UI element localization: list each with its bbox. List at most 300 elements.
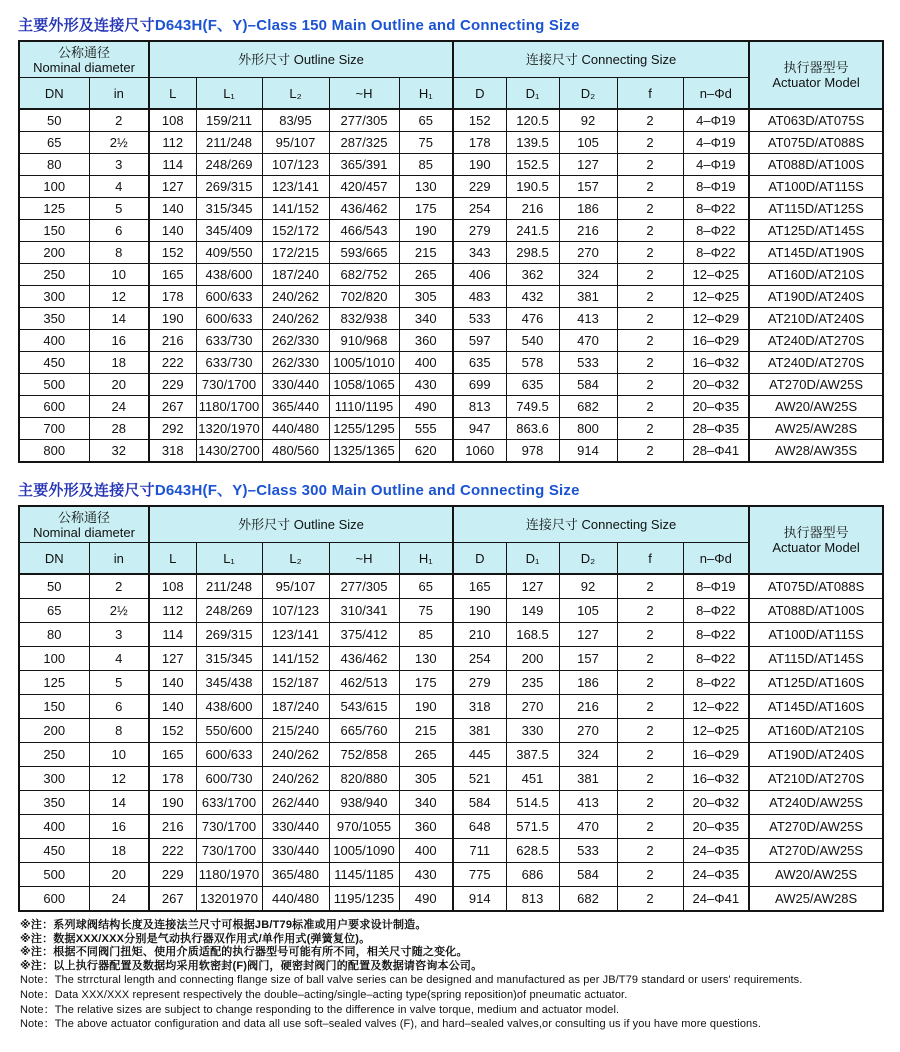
cell: 178 [149,286,196,308]
cell: 10 [89,264,149,286]
cell: 13201970 [196,887,262,912]
group-header-outline-size: 外形尺寸 Outline Size [149,41,453,78]
cell: 190 [399,220,453,242]
cell: 105 [559,132,617,154]
cell: 533 [453,308,506,330]
cell: 432 [506,286,559,308]
cell: 947 [453,418,506,440]
cell: 360 [399,330,453,352]
cell: 24–Φ41 [683,887,749,912]
cell: 800 [19,440,89,463]
cell: 978 [506,440,559,463]
cell: 159/211 [196,109,262,132]
cell: 28 [89,418,149,440]
cell: 2 [617,767,683,791]
cell: 8–Φ22 [683,242,749,264]
cell: 65 [19,599,89,623]
table-row [19,599,883,623]
cell: 141/152 [262,647,329,671]
cell: 107/123 [262,154,329,176]
cell: 483 [453,286,506,308]
cell: 216 [559,220,617,242]
cell: 406 [453,264,506,286]
title-model-english: D643H(F、Y)–Class 300 Main Outline and Connecting Size [154,482,580,499]
cell: 240/262 [262,767,329,791]
cell: 190 [149,308,196,330]
cell: 3 [89,623,149,647]
cell: 2 [617,154,683,176]
cell: 700 [19,418,89,440]
cell: 800 [559,418,617,440]
cell: 211/248 [196,574,262,599]
cell: 140 [149,198,196,220]
cell: 8–Φ22 [683,671,749,695]
class300-table-body [19,574,883,911]
cell: 24 [89,887,149,912]
cell: 152/172 [262,220,329,242]
col-header-d2: D₂ [559,543,617,575]
group-header-connecting-size: 连接尺寸 Connecting Size [453,41,749,78]
cell: 14 [89,308,149,330]
table-row [19,132,883,154]
cell: 1430/2700 [196,440,262,463]
cell: 420/457 [329,176,399,198]
cell: 2 [617,887,683,912]
cell: 451 [506,767,559,791]
cell: 2 [617,330,683,352]
cell: 186 [559,198,617,220]
table-row [19,109,883,132]
cell: 300 [19,286,89,308]
cell: 149 [506,599,559,623]
cell: 440/480 [262,418,329,440]
cell: 375/412 [329,623,399,647]
cell: AT240D/AW25S [749,791,883,815]
notes-english [20,973,886,1032]
cell: 2 [89,574,149,599]
table-row [19,647,883,671]
cell: 8–Φ22 [683,623,749,647]
cell: 83/95 [262,109,329,132]
cell: 2 [617,418,683,440]
cell: 2 [617,719,683,743]
col-header-f: f [617,78,683,110]
cell: 863.6 [506,418,559,440]
cell: 8–Φ22 [683,220,749,242]
table-row [19,352,883,374]
cell: 12–Φ22 [683,695,749,719]
cell: 345/438 [196,671,262,695]
cell: 1145/1185 [329,863,399,887]
cell: 75 [399,132,453,154]
cell: 400 [399,839,453,863]
cell: 20–Φ32 [683,791,749,815]
cell: 584 [453,791,506,815]
cell: 80 [19,623,89,647]
group-header-actuator-en: Actuator Model [772,75,860,90]
cell: AT145D/AT160S [749,695,883,719]
cell: 216 [149,330,196,352]
table-row [19,154,883,176]
col-header-h: ~H [329,78,399,110]
col-header-in: in [89,78,149,110]
table-row [19,242,883,264]
table-row [19,719,883,743]
cell: 267 [149,887,196,912]
cell: 8–Φ22 [683,647,749,671]
cell: 343 [453,242,506,264]
cell: 24 [89,396,149,418]
cell: 215 [399,719,453,743]
cell: 365/480 [262,863,329,887]
cell: 2 [617,242,683,264]
cell: 262/330 [262,352,329,374]
cell: 2½ [89,132,149,154]
cell: 211/248 [196,132,262,154]
cell: 152.5 [506,154,559,176]
table-row [19,839,883,863]
cell: 16–Φ32 [683,767,749,791]
cell: 279 [453,671,506,695]
cell: 125 [19,671,89,695]
cell: 270 [559,242,617,264]
cell: 279 [453,220,506,242]
table-row [19,743,883,767]
col-header-f: f [617,543,683,575]
cell: 24–Φ35 [683,839,749,863]
cell: 600/633 [196,308,262,330]
cell: 105 [559,599,617,623]
cell: 365/391 [329,154,399,176]
cell: 450 [19,839,89,863]
cell: 409/550 [196,242,262,264]
note-line-english: Note：The strrctural length and connecting flange size of ball valve series can be designed and manufactured as per JB/T79 standard or users' requirements. [20,974,803,986]
cell: AW20/AW25S [749,863,883,887]
cell: AT160D/AT210S [749,264,883,286]
table-row [19,418,883,440]
cell: 16–Φ32 [683,352,749,374]
group-header-actuator-cn: 执行器型号 [783,525,849,540]
cell: 775 [453,863,506,887]
col-header-h1: H₁ [399,78,453,110]
cell: 633/1700 [196,791,262,815]
cell: 229 [149,374,196,396]
cell: AT100D/AT115S [749,623,883,647]
cell: 16 [89,330,149,352]
cell: 400 [19,330,89,352]
cell: 120.5 [506,109,559,132]
table-row [19,574,883,599]
cell: AT115D/AT125S [749,198,883,220]
cell: 20–Φ32 [683,374,749,396]
cell: 2 [617,791,683,815]
cell: 175 [399,671,453,695]
cell: 100 [19,647,89,671]
col-header-dn: DN [19,543,89,575]
cell: 127 [149,176,196,198]
cell: 190.5 [506,176,559,198]
cell: 470 [559,330,617,352]
cell: 168.5 [506,623,559,647]
cell: 2 [617,176,683,198]
cell: 820/880 [329,767,399,791]
cell: 543/615 [329,695,399,719]
cell: 413 [559,791,617,815]
cell: 593/665 [329,242,399,264]
cell: 8–Φ19 [683,574,749,599]
cell: 127 [559,154,617,176]
cell: 127 [149,647,196,671]
cell: AT160D/AT210S [749,719,883,743]
group-header-outline-size: 外形尺寸 Outline Size [149,506,453,543]
cell: 16–Φ29 [683,743,749,767]
cell: 229 [149,863,196,887]
cell: 16–Φ29 [683,330,749,352]
col-header-l: L [149,543,196,575]
cell: 18 [89,352,149,374]
cell: 248/269 [196,154,262,176]
cell: 584 [559,374,617,396]
cell: 500 [19,863,89,887]
cell: 699 [453,374,506,396]
cell: 490 [399,396,453,418]
cell: 18 [89,839,149,863]
cell: 2 [617,647,683,671]
cell: 2 [617,863,683,887]
col-header-l1: L₁ [196,78,262,110]
col-header-d1: D₁ [506,78,559,110]
cell: 730/1700 [196,815,262,839]
cell: 752/858 [329,743,399,767]
cell: 620 [399,440,453,463]
cell: 438/600 [196,264,262,286]
col-header-dn: DN [19,78,89,110]
cell: 310/341 [329,599,399,623]
group-header-nominal-diameter [19,41,149,78]
col-header-l: L [149,78,196,110]
cell: 157 [559,647,617,671]
cell: 254 [453,647,506,671]
cell: 4–Φ19 [683,154,749,176]
group-header-nominal-cn: 公称通径 [57,44,110,60]
cell: AW20/AW25S [749,396,883,418]
cell: 270 [506,695,559,719]
cell: 4 [89,647,149,671]
cell: 130 [399,176,453,198]
cell: 682 [559,396,617,418]
cell: 2 [617,623,683,647]
cell: 265 [399,743,453,767]
cell: 85 [399,154,453,176]
cell: 12–Φ25 [683,264,749,286]
cell: 466/543 [329,220,399,242]
cell: 298.5 [506,242,559,264]
table-row [19,695,883,719]
dimensions-table-class300 [18,505,884,912]
cell: 2 [617,132,683,154]
cell: 490 [399,887,453,912]
cell: 578 [506,352,559,374]
cell: 730/1700 [196,374,262,396]
cell: 12–Φ25 [683,286,749,308]
cell: 141/152 [262,198,329,220]
cell: 2 [617,671,683,695]
cell: 240/262 [262,286,329,308]
table-row [19,286,883,308]
cell: 150 [19,220,89,242]
cell: 190 [453,599,506,623]
cell: 75 [399,599,453,623]
title-model-english: D643H(F、Y)–Class 150 Main Outline and Connecting Size [154,17,580,34]
cell: AT145D/AT190S [749,242,883,264]
cell: 6 [89,695,149,719]
cell: 190 [453,154,506,176]
cell: AT075D/AT088S [749,574,883,599]
cell: 938/940 [329,791,399,815]
col-header-l2: L₂ [262,78,329,110]
group-header-actuator-model [749,506,883,574]
cell: 330/440 [262,374,329,396]
cell: 305 [399,767,453,791]
cell: 381 [559,286,617,308]
cell: 140 [149,220,196,242]
note-line-chinese: ※注：数据XXX/XXX分别是气动执行器双作用式/单作用式(弹簧复位)。 [20,932,371,945]
cell: 476 [506,308,559,330]
cell: 250 [19,264,89,286]
cell: 65 [19,132,89,154]
cell: 178 [149,767,196,791]
cell: 265 [399,264,453,286]
cell: 216 [506,198,559,220]
cell: 277/305 [329,574,399,599]
cell: 682/752 [329,264,399,286]
cell: 555 [399,418,453,440]
cell: 139.5 [506,132,559,154]
cell: 2 [617,743,683,767]
cell: 187/240 [262,695,329,719]
cell: 500 [19,374,89,396]
cell: 92 [559,109,617,132]
cell: 635 [506,374,559,396]
cell: 165 [453,574,506,599]
cell: 2 [617,839,683,863]
cell: 305 [399,286,453,308]
cell: 445 [453,743,506,767]
cell: 1060 [453,440,506,463]
cell: 240/262 [262,308,329,330]
cell: 100 [19,176,89,198]
cell: 222 [149,839,196,863]
cell: 381 [453,719,506,743]
cell: 140 [149,695,196,719]
cell: 5 [89,198,149,220]
cell: 190 [149,791,196,815]
cell: 600/633 [196,743,262,767]
cell: 635 [453,352,506,374]
cell: 254 [453,198,506,220]
col-header-in: in [89,543,149,575]
cell: 1058/1065 [329,374,399,396]
cell: 550/600 [196,719,262,743]
cell: 813 [453,396,506,418]
cell: 480/560 [262,440,329,463]
cell: 324 [559,743,617,767]
cell: 123/141 [262,176,329,198]
cell: 20 [89,374,149,396]
cell: AW25/AW28S [749,418,883,440]
cell: 2 [617,264,683,286]
cell: 440/480 [262,887,329,912]
cell: 229 [453,176,506,198]
dimensions-table-class150 [18,40,884,463]
cell: 12 [89,767,149,791]
cell: 365/440 [262,396,329,418]
table-row [19,440,883,463]
cell: AT115D/AT145S [749,647,883,671]
cell: 6 [89,220,149,242]
cell: 387.5 [506,743,559,767]
col-header-d: D [453,78,506,110]
cell: 914 [453,887,506,912]
cell: 600 [19,396,89,418]
title-chinese: 主要外形及连接尺寸 [18,482,155,499]
cell: 262/440 [262,791,329,815]
cell: 200 [506,647,559,671]
note-line-chinese: ※注：根据不同阀门扭矩、使用介质适配的执行器型号可能有所不同，相关尺寸随之变化。 [20,946,468,958]
cell: 1005/1090 [329,839,399,863]
cell: 749.5 [506,396,559,418]
cell: AT210D/AT270S [749,767,883,791]
cell: 633/730 [196,352,262,374]
cell: 240/262 [262,743,329,767]
cell: 2 [89,109,149,132]
col-header-n-phi-d: n–Φd [683,78,749,110]
cell: 1180/1700 [196,396,262,418]
cell: 269/315 [196,623,262,647]
col-header-n-phi-d: n–Φd [683,543,749,575]
cell: 3 [89,154,149,176]
cell: 2 [617,599,683,623]
cell: 267 [149,396,196,418]
group-header-nominal-cn: 公称通径 [57,509,110,525]
col-header-h: ~H [329,543,399,575]
cell: 2 [617,396,683,418]
cell: 165 [149,264,196,286]
cell: 1255/1295 [329,418,399,440]
cell: 150 [19,695,89,719]
cell: 200 [19,719,89,743]
cell: 65 [399,574,453,599]
cell: 127 [559,623,617,647]
cell: 112 [149,132,196,154]
cell: 436/462 [329,647,399,671]
cell: 112 [149,599,196,623]
cell: 65 [399,109,453,132]
cell: 152 [149,242,196,264]
cell: 330/440 [262,815,329,839]
cell: 665/760 [329,719,399,743]
group-header-nominal-diameter [19,506,149,543]
cell: 32 [89,440,149,463]
cell: 20–Φ35 [683,396,749,418]
cell: 270 [559,719,617,743]
cell: 108 [149,109,196,132]
cell: 125 [19,198,89,220]
cell: 127 [506,574,559,599]
cell: AT240D/AT270S [749,330,883,352]
cell: 600/730 [196,767,262,791]
cell: AT190D/AT240S [749,286,883,308]
